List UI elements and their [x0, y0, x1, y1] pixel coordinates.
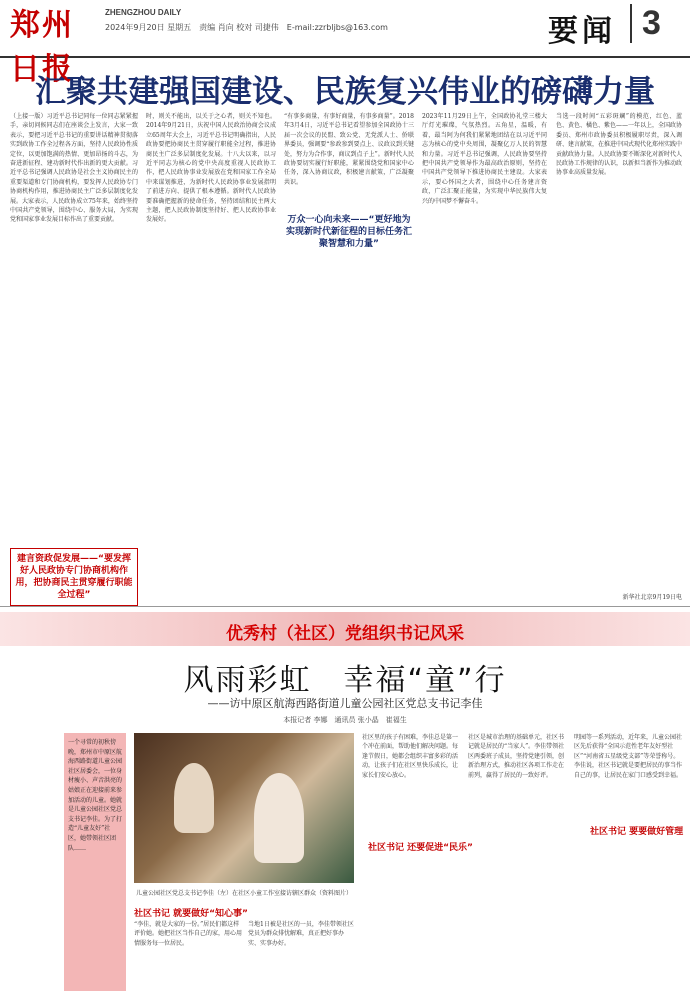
feature-subhead-1: 社区书记 就要做好“知心事”	[134, 909, 248, 919]
divider	[0, 606, 690, 607]
photo-person	[174, 763, 214, 833]
photo-person	[254, 773, 304, 863]
subhead-box-title: 建言资政促发展——“要发挥好人民政协专门协商机构作用，把协商民主贯穿履行职能全过程”	[15, 554, 133, 600]
feature-subhead-3: 社区书记 要要做好管理	[590, 827, 684, 837]
photo-caption: 儿童公园社区党总支书记李佳（左）在社区小童工作室接访辖区群众（资料图片）	[135, 890, 352, 897]
lead-column-3: “有事多商量，有事好商量，有事多商量”。2018年3月4日，习近平总书记看望参加全国政协十三届一次会议的民盟、致公党、无党派人士、侨联界委员，强调要“参政参到要点上、议政议到关键处，努力为合作事，商议到点子上”。新时代人民政协要切实履行好职能，紧紧围绕党和国家中心任务，深入协商议政，积极建言献策，广泛凝聚共识。	[284, 113, 414, 186]
masthead	[0, 0, 690, 87]
feature-text-5: 明园等一系列活动，近年来，儿童公园社区先后获得“全国示范性老年友好型社区”“河南省五星级党支部”等荣誉称号。李佳说，社区书记就是要把居民的事当作自己的事，让居民在家门口感受到幸福。	[574, 734, 682, 779]
lead-subhead: 万众一心向未来——“更好地为实现新时代新征程的目标任务汇聚智慧和力量”	[285, 215, 412, 249]
dateline: 新华社北京9月19日电	[622, 594, 682, 601]
feature-text-1: “李佳，就是大家的一份。”居民们都这样评价她。她把社区当作自己的家，用心用情服务每一位居民。	[134, 921, 243, 947]
feature-subtitle: ——访中原区航海西路街道儿童公园社区党总支书记李佳	[207, 697, 483, 710]
feature-text-3: 社区里的孩子有困难，李佳总是第一个冲在前面，帮助他们解决问题。每逢节假日，她都会组织丰富多彩的活动，让孩子们在社区里快乐成长，让家长们安心放心。	[362, 734, 459, 779]
feature-headline: 风雨彩虹 幸福“童”行	[183, 663, 507, 698]
feature-photo	[134, 733, 354, 883]
feature-text-2: 当地1日被是社区的一员，李佳带领社区党员为群众排忧解难，真正把好事办实、实事办好。	[248, 921, 354, 947]
lead-column-4: 2023年11月29日上午，全国政协礼堂三楼大厅灯光璀璨，气氛热烈。五角星，温暖，有着，最当阿为何我们紧紧地团结在以习近平同志为核心的党中央周围，凝聚亿万人民的智慧和力量。习近平总书记强调，人民政协要坚持把中国共产党领导作为最高政治原则，坚持在中国共产党领导下推进协商民主建设。大家表示，要心怀国之大者，围绕中心任务建言资政，广泛汇聚正能量，为实现中华民族伟大复兴的中国梦不懈奋斗。	[422, 113, 547, 205]
feature-subhead-2: 社区书记 还要促进“民乐”	[368, 843, 473, 853]
lead-headline: 汇聚共建强国建设、民族复兴伟业的磅礴力量	[35, 74, 655, 110]
page-number: 3	[630, 4, 661, 43]
issue-meta: 2024年9月20日 星期五 责编 肖向 校对 司捷伟 E-mail:zzrbljbs@163.com	[105, 23, 388, 32]
feature-band-title: 优秀村（社区）党组织书记风采	[226, 624, 464, 644]
feature-text-4: 社区是城市治理的基础单元，社区书记就是居民的“当家人”。李佳带领社区两委班子成员，坚持党建引领，创新治理方式，推动社区各项工作走在前列，赢得了居民的一致好评。	[468, 734, 565, 779]
lead-column-1: （上接一版）习近平总书记同每一位同志紧紧握手，亲切问候同志们在座谈会上发言，大家一致表示，要把习近平总书记的重要讲话精神贯彻落实到政协工作全过程各方面，坚持人民政协性质定位，以更加饱满的热情、更加昂扬的斗志，为奋进新征程、建功新时代作出新的更大贡献。习近平总书记强调人民政协是社会主义协商民主的重要渠道和专门协商机构，要发挥人民政协专门协商机构作用，推进协商民主广泛多层制度化发展。大家表示，人民政协成立75年来，始终坚持中国共产党领导，围绕中心、服务大局，为实现党和国家事业发展目标作出了重要贡献。	[10, 113, 138, 224]
lead-column-5: 当选一段时间“五彩斑斓”的模范，红色、蓝色、黄色、橘色、紫色——一年以上，全国政协委员、郑州市政协委员积极履职尽责，深入调研、建言献策，在推进中国式现代化郑州实践中贡献政协力量。人民政协要不断深化对新时代人民政协工作规律的认识，以新担当新作为推动政协事业高质量发展。	[556, 113, 682, 177]
newspaper-logo: 郑州日报	[10, 8, 74, 87]
feature-byline: 本报记者 李娜 通讯员 张小晶 崔福生	[283, 716, 407, 724]
section-title: 要闻	[548, 14, 616, 49]
english-title: ZHENGZHOU DAILY	[105, 8, 182, 17]
lead-column-2: 时，则关不能出，以关于之心者，则关不知也。2014年9月21日，庆祝中国人民政治协商会议成立65周年大会上，习近平总书记明确指出，人民政协要把协商民主贯穿履行职能全过程，推进协商民主广泛多层制度化发展。十八大以来，以习近平同志为核心的党中央高度重视人民政协工作，把人民政协事业发展放在党和国家工作全局中来谋划推进，为新时代人民政协事业发展指明了前进方向、提供了根本遵循。新时代人民政协要准确把握新的使命任务，坚持团结和民主两大主题，把人民政协制度坚持好、把人民政协事业发展好。	[146, 113, 276, 224]
feature-intro: 一个寻常的初秋傍晚，郑州市中原区航海西路街道儿童公园社区居委会，一位身材瘦小、声音洪亮的姑娘正在迎接前来参加活动的儿童。她就是儿童公园社区党总支书记李佳。为了打造“儿童友好”社区，她带领社区团队……	[64, 733, 126, 991]
subhead-box	[10, 548, 138, 606]
